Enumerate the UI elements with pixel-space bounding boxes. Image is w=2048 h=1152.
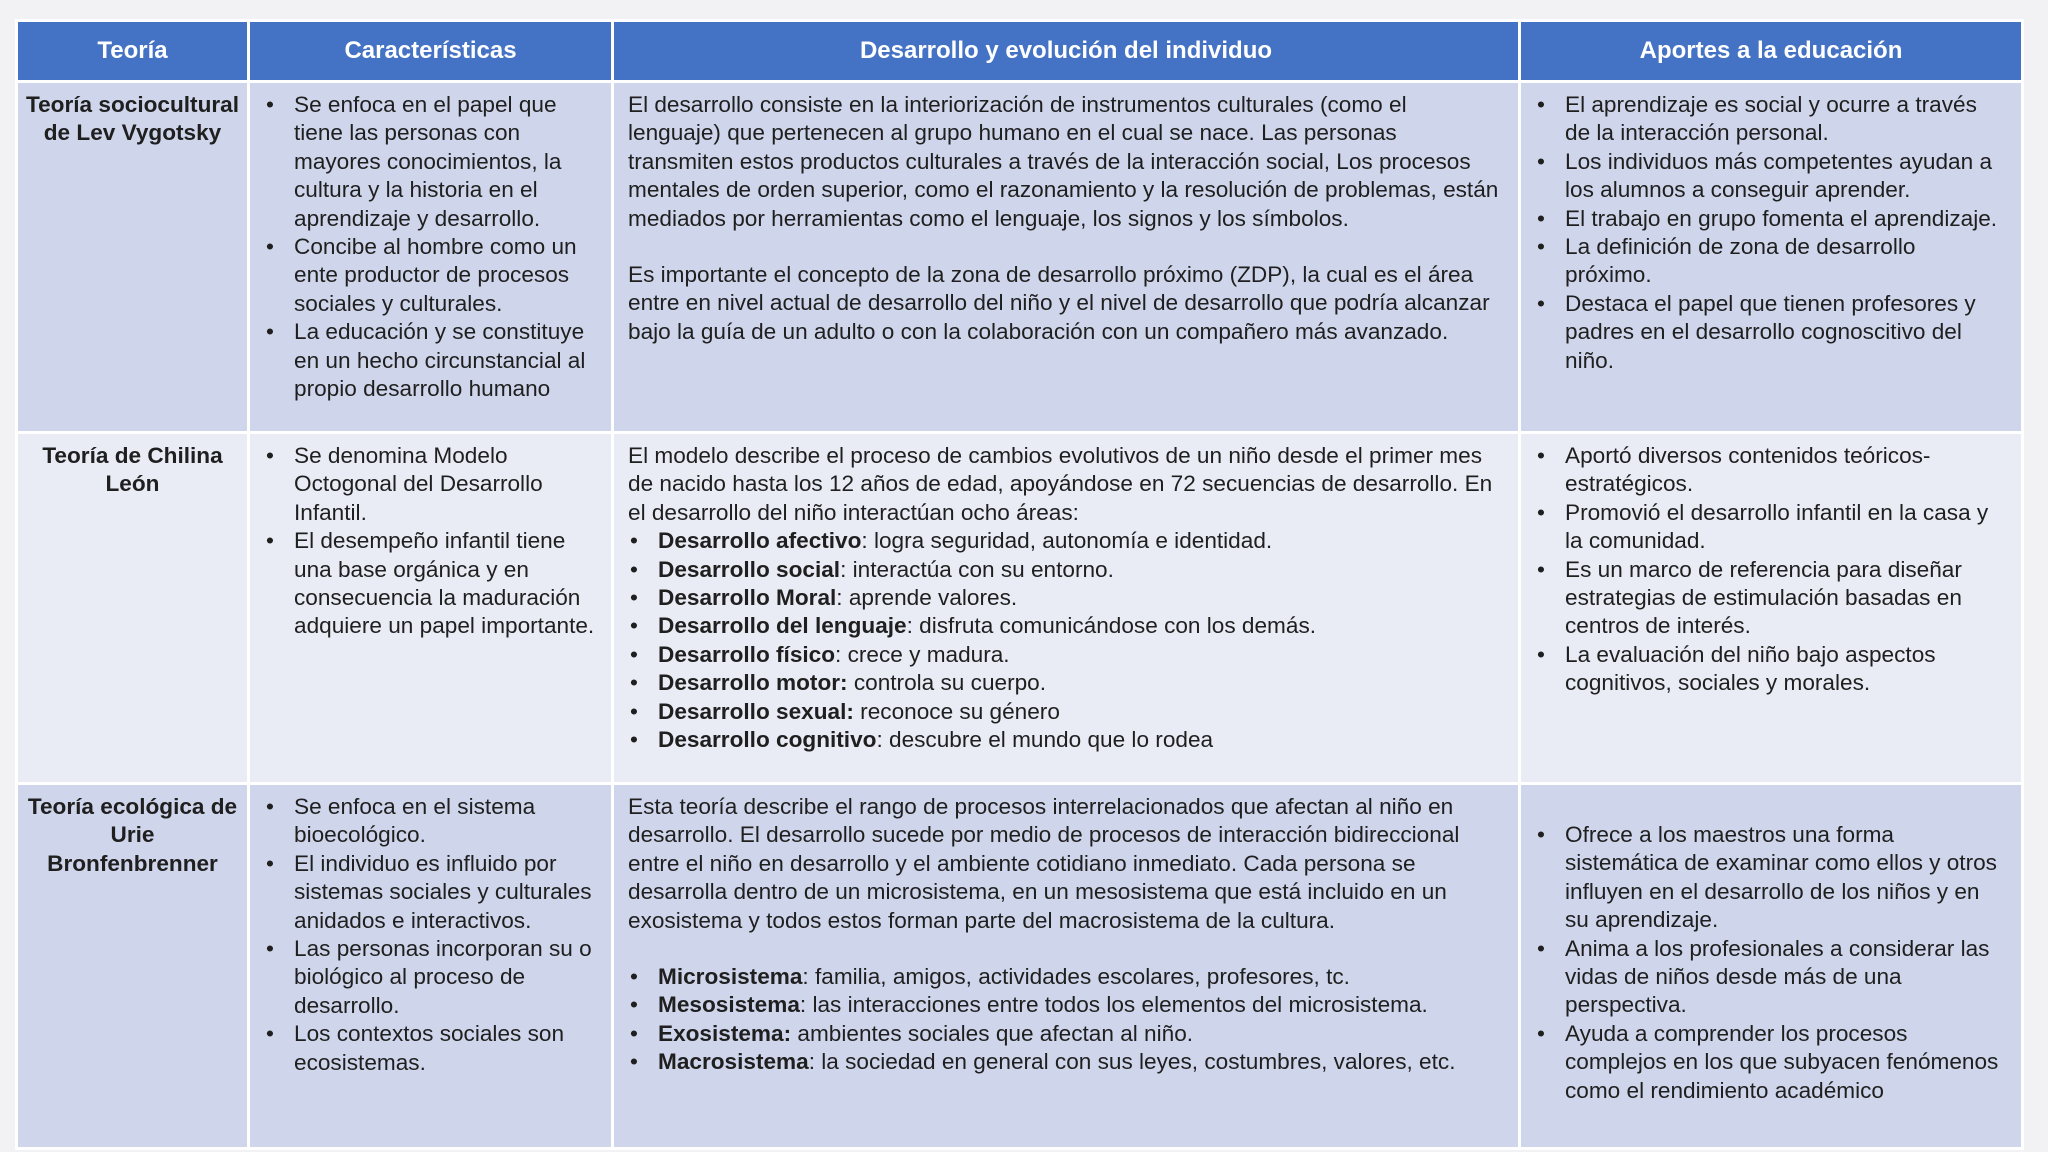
list-item: • La educación y se constituye en un hecho circunstancial al propio desarrollo humano bbox=[264, 318, 597, 403]
list-item: • Se enfoca en el sistema bioecológico. bbox=[264, 793, 597, 850]
list-item: • Es un marco de referencia para diseñar estrategias de estimulación basadas en centros de interés. bbox=[1535, 556, 2007, 641]
list-item: • Desarrollo del lenguaje: disfruta comunicándose con los demás. bbox=[628, 612, 1504, 640]
list-item: • Destaca el papel que tienen profesores y padres en el desarrollo cognoscitivo del niño. bbox=[1535, 290, 2007, 375]
table-row-chilina-leon bbox=[17, 433, 2023, 784]
list-item: • Macrosistema: la sociedad en general con sus leyes, costumbres, valores, etc. bbox=[628, 1048, 1504, 1076]
list-item: • La definición de zona de desarrollo próximo. bbox=[1535, 233, 2007, 290]
list-item: • Se enfoca en el papel que tiene las personas con mayores conocimientos, la cultura y la historia en el aprendizaje y desarrollo. bbox=[264, 91, 597, 233]
list-item: • Ofrece a los maestros una forma sistemática de examinar como ellos y otros influyen en el desarrollo de los niños y en su aprendizaje. bbox=[1535, 821, 2007, 935]
theories-table bbox=[15, 19, 2024, 1150]
theory-name: Teoría de Chilina León bbox=[17, 433, 249, 784]
list-item: • Microsistema: familia, amigos, actividades escolares, profesores, tc. bbox=[628, 963, 1504, 991]
list-item: • Las personas incorporan su o biológico al proceso de desarrollo. bbox=[264, 935, 597, 1020]
aportes-cell bbox=[1520, 784, 2023, 1149]
list-item: • El aprendizaje es social y ocurre a través de la interacción personal. bbox=[1535, 91, 2007, 148]
theory-name: Teoría sociocultural de Lev Vygotsky bbox=[17, 82, 249, 433]
list-item: • Desarrollo Moral: aprende valores. bbox=[628, 584, 1504, 612]
paragraph: El modelo describe el proceso de cambios evolutivos de un niño desde el primer mes de nacido hasta los 12 años de edad, apoyándose en 72 secuencias de desarrollo. En el desarrollo del niño interactúan ocho áreas: bbox=[628, 443, 1493, 525]
list-item: • Mesosistema: las interacciones entre todos los elementos del microsistema. bbox=[628, 991, 1504, 1019]
list-item: • El individuo es influido por sistemas sociales y culturales anidados e interactivos. bbox=[264, 850, 597, 935]
caracteristicas-cell bbox=[249, 82, 613, 433]
header-caracteristicas: Características bbox=[249, 21, 613, 82]
list-item: • Desarrollo afectivo: logra seguridad, autonomía e identidad. bbox=[628, 527, 1504, 555]
list-item: • Aportó diversos contenidos teóricos-estratégicos. bbox=[1535, 442, 2007, 499]
theory-name: Teoría ecológica de Urie Bronfenbrenner bbox=[17, 784, 249, 1149]
aportes-cell bbox=[1520, 82, 2023, 433]
desarrollo-cell bbox=[613, 784, 1520, 1149]
list-item: • El trabajo en grupo fomenta el aprendizaje. bbox=[1535, 205, 2007, 233]
header-aportes: Aportes a la educación bbox=[1520, 21, 2023, 82]
list-item: • Se denomina Modelo Octogonal del Desarrollo Infantil. bbox=[264, 442, 597, 527]
list-item: • La evaluación del niño bajo aspectos cognitivos, sociales y morales. bbox=[1535, 641, 2007, 698]
list-item: • Los contextos sociales son ecosistemas. bbox=[264, 1020, 597, 1077]
slide bbox=[15, 19, 2021, 1150]
paragraph: Es importante el concepto de la zona de desarrollo próximo (ZDP), la cual es el área entre en nivel actual de desarrollo del niño y el nivel de desarrollo que podría alcanzar bajo la guía de un adulto o con la colaboración con un compañero más avanzado. bbox=[628, 262, 1490, 344]
caracteristicas-cell bbox=[249, 784, 613, 1149]
list-item: • Desarrollo sexual: reconoce su género bbox=[628, 698, 1504, 726]
list-item: • Desarrollo social: interactúa con su entorno. bbox=[628, 556, 1504, 584]
list-item: • Los individuos más competentes ayudan a los alumnos a conseguir aprender. bbox=[1535, 148, 2007, 205]
paragraph: El desarrollo consiste en la interiorización de instrumentos culturales (como el lenguaje) que pertenecen al grupo humano en el cual se nace. Las personas transmiten estos productos culturales a través de la interacción social, Los procesos mentales de orden superior, como el razonamiento y la resolución de problemas, están mediados por herramientas como el lenguaje, los signos y los símbolos. bbox=[628, 92, 1499, 231]
list-item: • Exosistema: ambientes sociales que afectan al niño. bbox=[628, 1020, 1504, 1048]
caracteristicas-cell bbox=[249, 433, 613, 784]
list-item: • Anima a los profesionales a considerar las vidas de niños desde más de una perspectiva. bbox=[1535, 935, 2007, 1020]
aportes-cell bbox=[1520, 433, 2023, 784]
header-row bbox=[17, 21, 2023, 82]
list-item: • Desarrollo cognitivo: descubre el mundo que lo rodea bbox=[628, 726, 1504, 754]
list-item: • Concibe al hombre como un ente productor de procesos sociales y culturales. bbox=[264, 233, 597, 318]
list-item: • Desarrollo físico: crece y madura. bbox=[628, 641, 1504, 669]
list-item: • Promovió el desarrollo infantil en la casa y la comunidad. bbox=[1535, 499, 2007, 556]
desarrollo-cell bbox=[613, 433, 1520, 784]
list-item: • El desempeño infantil tiene una base orgánica y en consecuencia la maduración adquiere un papel importante. bbox=[264, 527, 597, 641]
list-item: • Ayuda a comprender los procesos complejos en los que subyacen fenómenos como el rendimiento académico bbox=[1535, 1020, 2007, 1105]
header-desarrollo: Desarrollo y evolución del individuo bbox=[613, 21, 1520, 82]
list-item: • Desarrollo motor: controla su cuerpo. bbox=[628, 669, 1504, 697]
header-teoria: Teoría bbox=[17, 21, 249, 82]
table-row-vygotsky bbox=[17, 82, 2023, 433]
paragraph: Esta teoría describe el rango de procesos interrelacionados que afectan al niño en desarrollo. El desarrollo sucede por medio de procesos de interacción bidireccional entre el niño en desarrollo y el ambiente cotidiano inmediato. Cada persona se desarrolla dentro de un microsistema, en un mesosistema que está incluido en un exosistema y todos estos forman parte del macrosistema de la cultura. bbox=[628, 794, 1460, 933]
desarrollo-cell bbox=[613, 82, 1520, 433]
table-row-bronfenbrenner bbox=[17, 784, 2023, 1149]
